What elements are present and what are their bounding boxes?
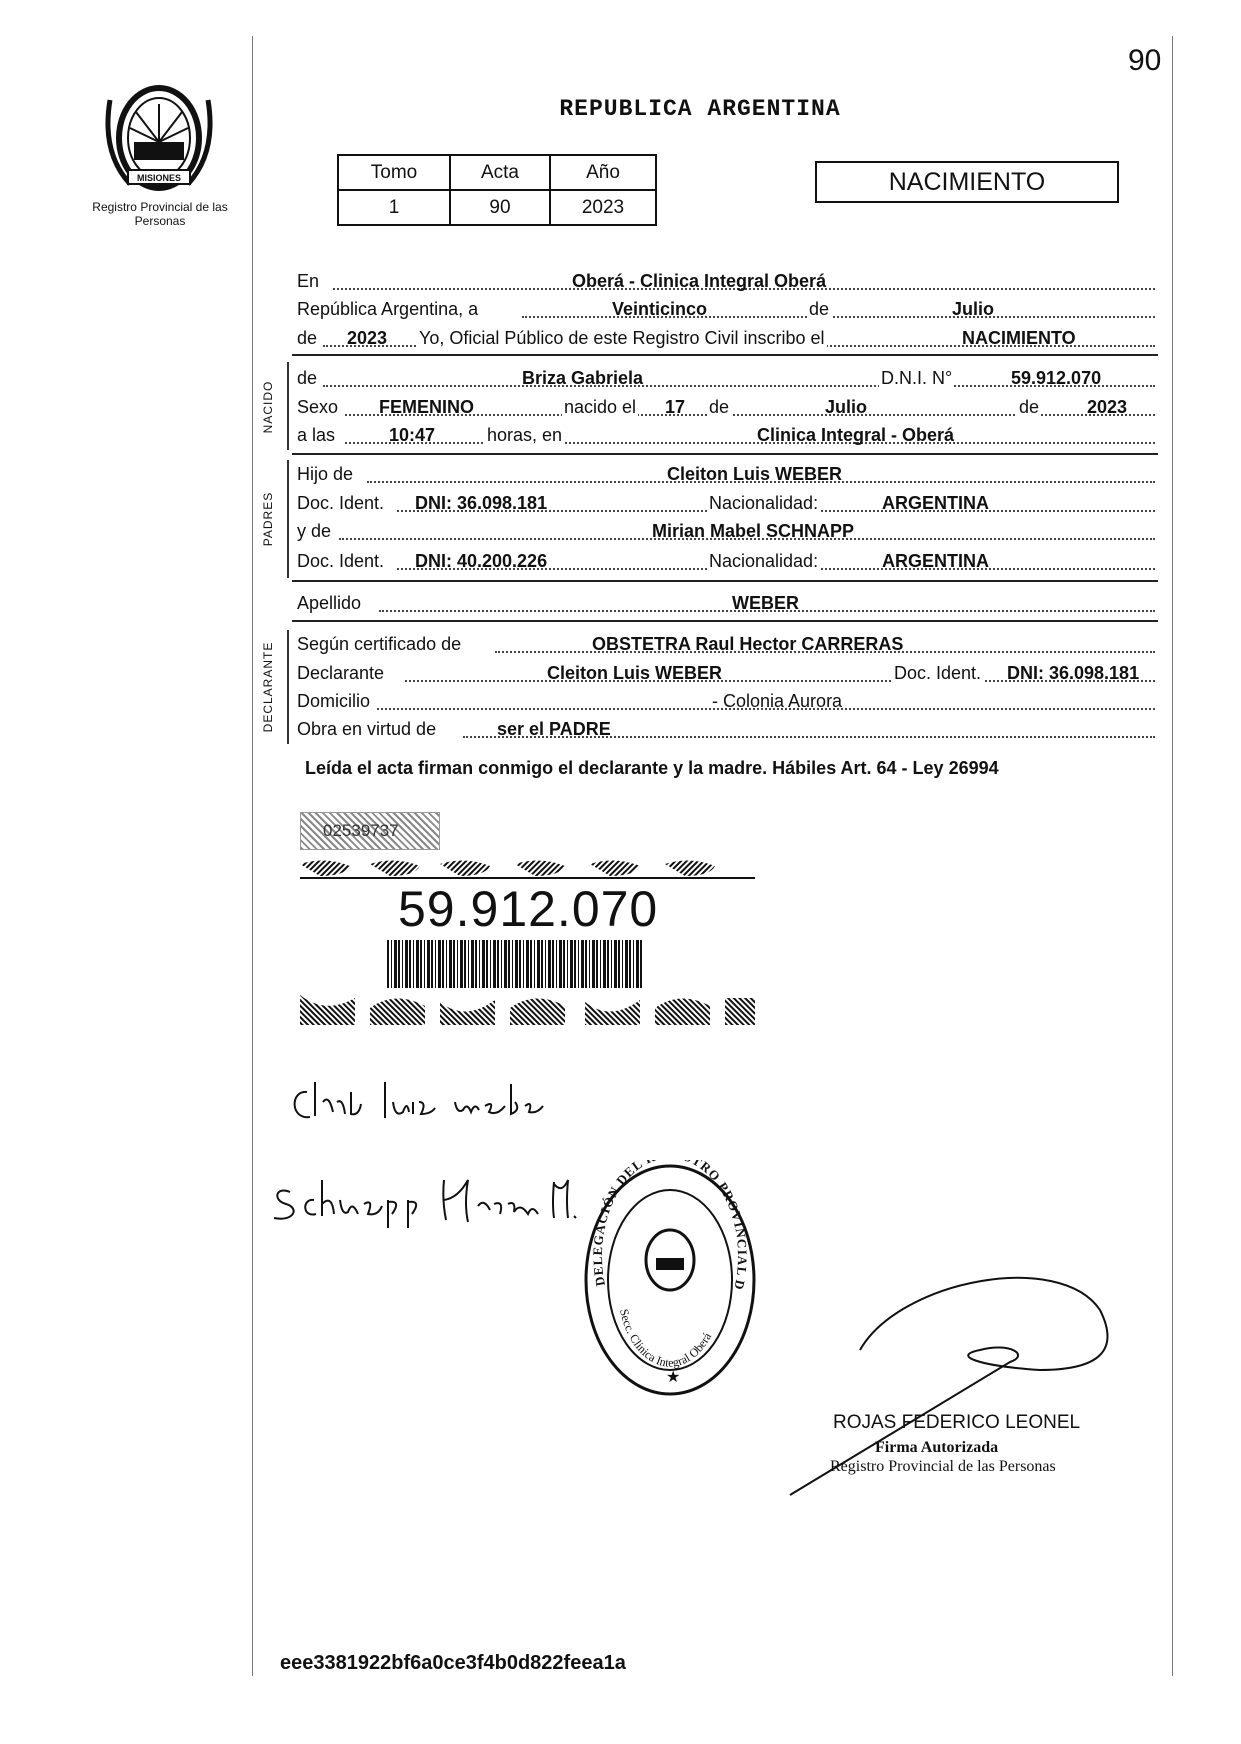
stamp-outer-text: DELEGACIÓN DEL TRO PROVINCIAL D xyxy=(589,1160,751,1292)
row-hora xyxy=(297,419,1155,447)
value-madre: Mirian Mabel SCHNAPP xyxy=(652,521,855,541)
value-lugar: Oberá - Clinica Integral Oberá xyxy=(572,271,827,291)
official-office: Registro Provincial de las Personas xyxy=(830,1458,1056,1475)
svg-text:DELEGACIÓN DEL REGISTRO PROVIN xyxy=(580,1160,750,1292)
label-sexo: Sexo xyxy=(297,397,339,417)
label-obra: Obra en virtud de xyxy=(297,719,437,739)
row-en xyxy=(297,265,1155,293)
dots-hora xyxy=(345,442,1155,444)
value-padre-nac: ARGENTINA xyxy=(882,493,989,513)
value-anio: 2023 xyxy=(550,190,656,225)
value-madre-doc: DNI: 40.200.226 xyxy=(415,551,548,571)
value-anio-nac: 2023 xyxy=(1087,397,1128,417)
official-name: ROJAS FEDERICO LEONEL xyxy=(833,1412,1081,1433)
barcode-bars xyxy=(387,940,643,988)
side-label-nacido xyxy=(260,362,276,452)
page-number: 90 xyxy=(1128,44,1162,77)
value-tomo: 1 xyxy=(338,190,450,225)
value-mes: Julio xyxy=(952,299,995,319)
registry-label: Registro Provincial de las Personas xyxy=(92,200,228,228)
stamp-star-icon: ★ xyxy=(666,1369,681,1386)
left-margin-line xyxy=(252,36,253,1676)
value-tipo: NACIMIENTO xyxy=(962,328,1076,348)
value-acta: 90 xyxy=(450,190,550,225)
security-pattern-top xyxy=(300,856,755,880)
label-nacido-el: nacido el xyxy=(564,397,637,417)
label-hijo-de: Hijo de xyxy=(297,464,354,484)
row-certificado xyxy=(297,628,1155,656)
value-declarante: Cleiton Luis WEBER xyxy=(547,663,722,683)
country-title: REPUBLICA ARGENTINA xyxy=(559,96,841,122)
stamp-inner-text: Secc. Clinica Integral Oberá xyxy=(617,1307,715,1370)
value-anio-inscripcion: 2023 xyxy=(347,328,388,348)
value-padre-doc: DNI: 36.098.181 xyxy=(415,493,548,513)
record-table-value-row xyxy=(338,190,656,225)
label-doc-ident-declarante: Doc. Ident. xyxy=(894,663,982,683)
right-margin-line xyxy=(1172,36,1173,1676)
father-signature-handwritten xyxy=(285,1072,550,1132)
label-de-mes: de xyxy=(809,299,830,319)
value-domicilio: - Colonia Aurora xyxy=(712,691,843,711)
separator-1 xyxy=(292,354,1158,356)
row-domicilio xyxy=(297,685,1155,713)
side-label-padres-text: PADRES xyxy=(261,491,275,547)
label-y-de: y de xyxy=(297,521,332,541)
value-declarante-doc: DNI: 36.098.181 xyxy=(1007,663,1140,683)
header-acta: Acta xyxy=(450,155,550,190)
barcode-dni-number: 59.912.070 xyxy=(398,881,659,937)
label-de-mes-nac: de xyxy=(709,397,730,417)
sidebar-declarante xyxy=(287,630,289,744)
label-de-anio: de xyxy=(297,328,318,348)
value-dni: 59.912.070 xyxy=(1011,368,1102,388)
separator-4 xyxy=(292,620,1158,622)
mother-signature-handwritten xyxy=(268,1170,578,1232)
value-certificado: OBSTETRA Raul Hector CARRERAS xyxy=(592,634,904,654)
label-apellido: Apellido xyxy=(297,593,362,613)
record-type-box: NACIMIENTO xyxy=(815,161,1119,203)
value-sexo: FEMENINO xyxy=(379,397,475,417)
svg-text:Secc. Clinica Integral Oberá xyxy=(617,1308,715,1370)
security-pattern-bottom xyxy=(300,990,755,1030)
label-inscribo: Yo, Oficial Público de este Registro Civil inscribo el xyxy=(419,328,825,348)
official-role-block xyxy=(830,1438,1130,1476)
header-tomo: Tomo xyxy=(338,155,450,190)
label-republica: República Argentina, a xyxy=(297,299,479,319)
label-en: En xyxy=(297,271,320,291)
row-padre xyxy=(297,458,1155,486)
label-nacionalidad-padre: Nacionalidad: xyxy=(709,493,819,513)
row-inscribe xyxy=(297,322,1155,350)
header-anio: Año xyxy=(550,155,656,190)
record-table xyxy=(337,154,657,226)
document-hash: eee3381922bf6a0ce3f4b0d822feea1a xyxy=(280,1652,626,1674)
official-role: Firma Autorizada xyxy=(875,1439,999,1456)
side-label-nacido-text: NACIDO xyxy=(261,380,275,434)
row-madre xyxy=(297,515,1155,543)
label-de-anio-nac: de xyxy=(1019,397,1040,417)
province-emblem-icon xyxy=(100,80,218,192)
label-de-nombre: de xyxy=(297,368,318,388)
label-domicilio: Domicilio xyxy=(297,691,371,711)
row-declarante xyxy=(297,657,1155,685)
label-dni: D.N.I. N° xyxy=(881,368,953,388)
value-obra: ser el PADRE xyxy=(497,719,611,739)
row-apellido xyxy=(297,587,1155,615)
delegation-stamp xyxy=(580,1160,760,1400)
value-apellido: WEBER xyxy=(732,593,799,613)
value-padre: Cleiton Luis WEBER xyxy=(667,464,842,484)
value-hora: 10:47 xyxy=(389,425,436,445)
label-declarante: Declarante xyxy=(297,663,385,683)
value-dia-letras: Veinticinco xyxy=(612,299,708,319)
label-nacionalidad-madre: Nacionalidad: xyxy=(709,551,819,571)
separator-2 xyxy=(292,453,1158,455)
value-madre-nac: ARGENTINA xyxy=(882,551,989,571)
separator-3 xyxy=(292,580,1158,582)
security-small-number: 02539737 xyxy=(323,821,399,840)
row-madre-doc xyxy=(297,545,1155,573)
row-padre-doc xyxy=(297,487,1155,515)
sidebar-padres xyxy=(287,460,289,578)
sidebar-nacido xyxy=(287,362,289,450)
label-a-las: a las xyxy=(297,425,336,445)
row-nombre xyxy=(297,362,1155,390)
label-doc-ident-madre: Doc. Ident. xyxy=(297,551,385,571)
side-label-declarante xyxy=(260,628,276,746)
record-table-header-row xyxy=(338,155,656,190)
row-fecha xyxy=(297,293,1155,321)
security-pattern-small xyxy=(300,812,440,850)
label-horas-en: horas, en xyxy=(487,425,563,445)
value-dia-nac: 17 xyxy=(665,397,686,417)
label-segun-certificado: Según certificado de xyxy=(297,634,462,654)
side-label-declarante-text: DECLARANTE xyxy=(261,641,275,733)
value-lugar-nac: Clinica Integral - Oberá xyxy=(757,425,955,445)
value-nombre: Briza Gabriela xyxy=(522,368,644,388)
label-doc-ident-padre: Doc. Ident. xyxy=(297,493,385,513)
svg-text:MISIONES: MISIONES xyxy=(136,173,182,183)
row-sexo xyxy=(297,391,1155,419)
value-mes-nac: Julio xyxy=(825,397,868,417)
signature-note: Leída el acta firman conmigo el declarante y la madre. Hábiles Art. 64 - Ley 26994 xyxy=(305,758,999,778)
side-label-padres xyxy=(260,460,276,578)
row-obra xyxy=(297,713,1155,741)
